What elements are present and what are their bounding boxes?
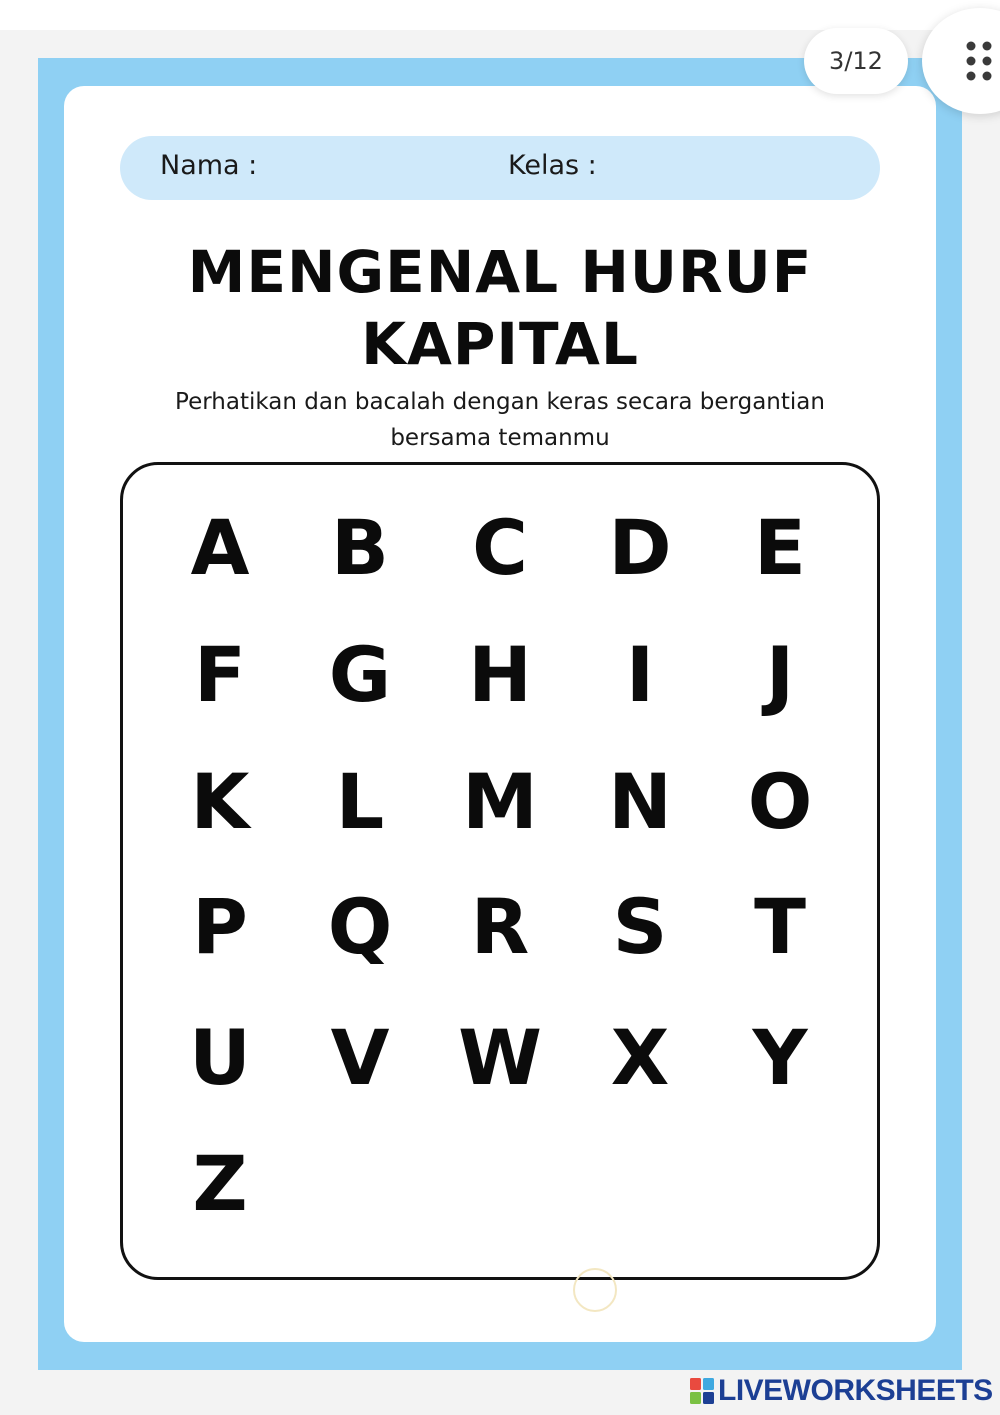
letter-i: I	[625, 630, 655, 719]
letter-m: M	[462, 757, 538, 846]
letter-b: B	[331, 503, 389, 592]
liveworksheets-brand[interactable]	[690, 1372, 994, 1410]
liveworksheets-logo-icon	[690, 1378, 714, 1404]
class-label: Kelas :	[508, 150, 597, 181]
brand-text: LIVEWORKSHEETS	[718, 1374, 993, 1407]
top-strip	[0, 0, 1000, 30]
grid-dots-icon	[966, 41, 994, 81]
instructions-line-1: Perhatikan dan bacalah dengan keras secara bergantian	[175, 389, 825, 415]
page-indicator[interactable]: 3/12	[804, 28, 908, 94]
letter-z: Z	[192, 1139, 248, 1228]
letter-y: Y	[752, 1013, 808, 1102]
instructions	[120, 384, 880, 456]
letter-h: H	[468, 630, 532, 719]
letter-o: O	[747, 757, 813, 846]
letter-q: Q	[327, 882, 393, 971]
letter-v: V	[330, 1013, 390, 1102]
letter-u: U	[189, 1013, 251, 1102]
letter-x: X	[610, 1013, 670, 1102]
title-line-1: MENGENAL HURUF	[187, 238, 813, 306]
letter-s: S	[612, 882, 668, 971]
letter-n: N	[608, 757, 672, 846]
letter-p: P	[192, 882, 248, 971]
letter-j: J	[765, 630, 795, 719]
name-label: Nama :	[160, 150, 258, 181]
letter-e: E	[754, 503, 806, 592]
instructions-line-2: bersama temanmu	[390, 425, 610, 451]
letter-w: W	[458, 1013, 542, 1102]
letter-r: R	[470, 882, 530, 971]
letter-l: L	[335, 757, 385, 846]
letter-f: F	[194, 630, 246, 719]
letter-g: G	[328, 630, 392, 719]
letter-d: D	[608, 503, 672, 592]
letter-a: A	[190, 503, 250, 592]
letter-k: K	[190, 757, 250, 846]
cursor-ring-icon	[573, 1268, 617, 1312]
worksheet-title	[100, 236, 900, 380]
letter-c: C	[472, 503, 528, 592]
title-line-2: KAPITAL	[361, 310, 639, 378]
letter-t: T	[754, 882, 806, 971]
